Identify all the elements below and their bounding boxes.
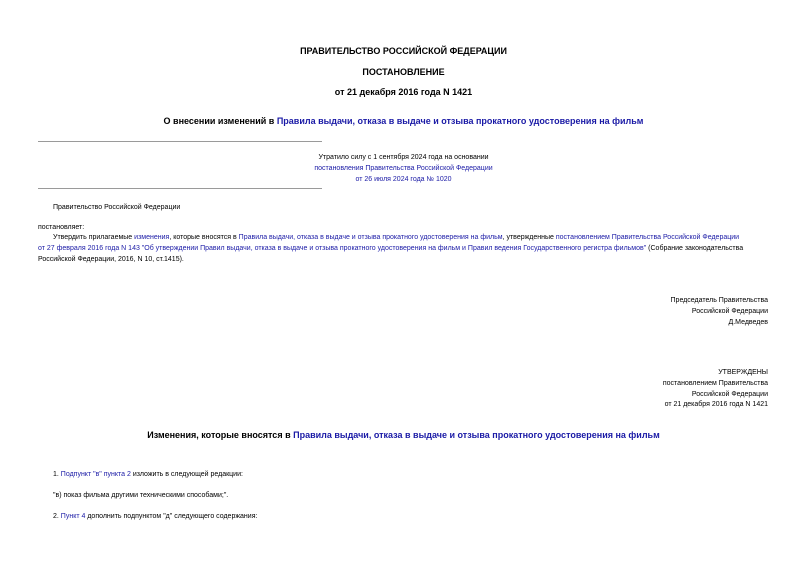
item-1 — [53, 470, 243, 481]
paragraph-1-line1 — [53, 233, 739, 244]
decree-143-link-part2[interactable]: от 27 февраля 2016 года N 143 "Об утверждении Правил выдачи, отказа в выдаче и отзыва прокатного удостоверения на фильм и Правил ведения Государственного регистра фильмов" — [38, 245, 647, 252]
paragraph-text: (Собрание законодательства — [646, 245, 744, 252]
changes-title — [0, 430, 807, 441]
signature-title: Председатель Правительства — [670, 297, 768, 304]
document-type: ПОСТАНОВЛЕНИЕ — [362, 67, 445, 77]
item-2 — [53, 512, 257, 523]
rules-link-inline[interactable]: Правила выдачи, отказа в выдаче и отзыва прокатного удостоверения на фильм — [238, 234, 503, 241]
paragraph-text: , которые вносятся в — [169, 234, 239, 241]
point-4-link[interactable]: Пункт 4 — [60, 513, 86, 520]
approved-heading: УТВЕРЖДЕНЫ — [718, 369, 768, 376]
repeal-decree-link[interactable]: постановления Правительства Российской Федерации — [314, 165, 493, 172]
document-title-prefix: О внесении изменений в — [163, 116, 277, 126]
paragraph-text: , утвержденные — [502, 234, 556, 241]
divider-bottom — [38, 188, 322, 189]
document-title — [0, 116, 807, 127]
signature-name: Д.Медведев — [728, 319, 768, 326]
item-1-text: изложить в следующей редакции: — [130, 471, 243, 478]
item-2-text: дополнить подпунктом "д" следующего содержания: — [85, 513, 258, 520]
item-2-number: 2. — [53, 513, 61, 520]
subpoint-link[interactable]: Подпункт "в" пункта 2 — [60, 471, 131, 478]
changes-title-prefix: Изменения, которые вносятся в — [147, 430, 294, 440]
signature-country: Российской Федерации — [691, 308, 768, 315]
paragraph-1-line2 — [38, 244, 743, 255]
approved-date: от 21 декабря 2016 года N 1421 — [664, 401, 768, 408]
changes-link[interactable]: изменения — [134, 234, 170, 241]
divider-top — [38, 141, 322, 142]
intro-text: Правительство Российской Федерации — [53, 204, 181, 211]
paragraph-1-line3: Российской Федерации, 2016, N 10, ст.1415). — [38, 256, 184, 263]
approved-line2: постановлением Правительства — [662, 380, 768, 387]
changes-rules-link[interactable]: Правила выдачи, отказа в выдаче и отзыва прокатного удостоверения на фильм — [293, 430, 660, 440]
paragraph-text: Утвердить прилагаемые — [53, 234, 135, 241]
rules-link[interactable]: Правила выдачи, отказа в выдаче и отзыва прокатного удостоверения на фильм — [276, 116, 644, 126]
item-1-quote: "в) показ фильма другими техническими способами;". — [53, 492, 229, 499]
repeal-note-line1: Утратило силу с 1 сентября 2024 года на основании — [318, 154, 489, 161]
decree-143-link-part1[interactable]: постановлением Правительства Российской Федерации — [555, 234, 740, 241]
document-date: от 21 декабря 2016 года N 1421 — [334, 87, 473, 97]
approved-line3: Российской Федерации — [691, 391, 768, 398]
decides-text: постановляет: — [38, 224, 85, 231]
item-1-number: 1. — [53, 471, 61, 478]
repeal-decree-date-link[interactable]: от 26 июля 2024 года № 1020 — [355, 176, 452, 183]
government-heading: ПРАВИТЕЛЬСТВО РОССИЙСКОЙ ФЕДЕРАЦИИ — [300, 46, 507, 56]
